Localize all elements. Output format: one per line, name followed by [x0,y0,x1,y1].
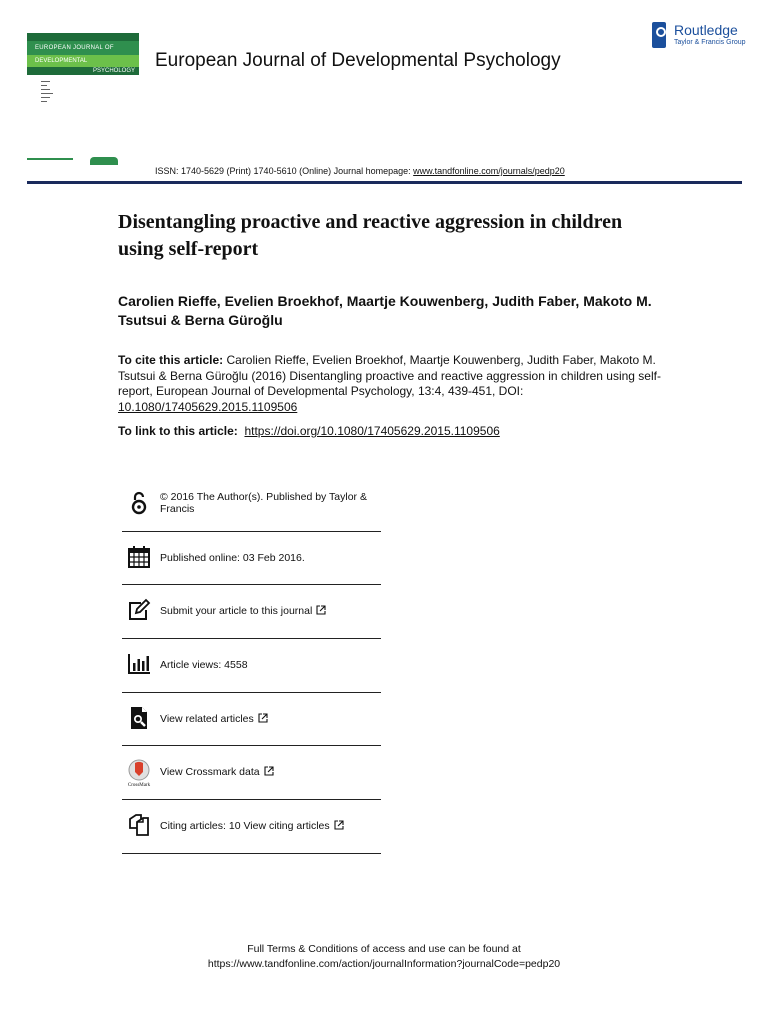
citation-text: Carolien Rieffe, Evelien Broekhof, Maartje Kouwenberg, Judith Faber, Makoto M. Tsutsui & Berna Güroğlu (2016) Disentangling proactive and reactive aggression in children using self-report, European Journal of Developmental Psychology, 13:4, 439-451, DOI: [118,353,661,398]
citing-row[interactable] [122,800,381,854]
citation-doi-link[interactable]: 10.1080/17405629.2015.1109506 [118,399,298,414]
published-row [122,532,381,586]
cover-title-line-3: PSYCHOLOGY [27,67,139,75]
routledge-small-logo [27,148,73,162]
journal-cover-thumbnail [27,33,139,115]
journal-homepage-link[interactable]: www.tandfonline.com/journals/pedp20 [413,166,565,176]
crossmark-row[interactable] [122,746,381,800]
calendar-icon [127,545,151,569]
publisher-subtitle: Taylor & Francis Group [674,39,746,46]
terms-url[interactable]: https://www.tandfonline.com/action/journalInformation?journalCode=pedp20 [207,958,561,970]
article-title: Disentangling proactive and reactive aggression in children using self-report [118,211,623,260]
issn-line [155,166,565,176]
header-rule [27,181,742,184]
view-crossmark-link[interactable]: View Crossmark data [160,766,385,778]
external-link-icon [258,713,268,723]
article-doi-link[interactable]: https://doi.org/10.1080/17405629.2015.1109506 [244,424,500,438]
citation-label: To cite this article: [118,353,224,367]
citation-block [118,353,663,415]
cover-title-line-1: EUROPEAN JOURNAL OF [27,41,139,55]
cover-band-top [27,33,139,41]
open-access-lock-icon [127,491,151,515]
article-link-line [118,424,663,438]
published-date: Published online: 03 Feb 2016. [160,551,305,564]
copyright-text: © 2016 The Author(s). Published by Taylor & Francis [160,491,367,515]
crossmark-icon [127,759,151,787]
cover-title-line-2: DEVELOPMENTAL [27,55,139,67]
view-citing-articles-link[interactable]: Citing articles: 10 View citing articles [160,820,385,832]
external-link-icon [316,605,326,615]
submit-article-link[interactable]: Submit your article to this journal [160,605,385,617]
issn-text: ISSN: 1740-5629 (Print) 1740-5610 (Online) Journal homepage: [155,166,414,176]
document-search-icon [127,706,151,730]
citing-documents-icon [127,813,151,837]
open-access-logo [90,154,120,166]
article-views: Article views: 4558 [160,659,248,672]
view-related-articles-link[interactable]: View related articles [160,713,385,725]
svg-text:CrossMark: CrossMark [127,783,151,788]
cover-editors-block: ▬▬▬ ▬▬ ▬▬▬ ▬▬▬▬ ▬▬▬ ▬▬ [41,79,53,103]
routledge-logo [652,22,752,50]
views-row [122,639,381,693]
routledge-mark-icon [652,22,666,48]
terms-footer [0,942,768,972]
related-row[interactable] [122,693,381,747]
bar-chart-icon [127,652,151,676]
external-link-icon [264,766,274,776]
journal-title: European Journal of Developmental Psychology [155,50,561,71]
publisher-name: Routledge [674,22,738,38]
terms-line: Full Terms & Conditions of access and use can be found at [247,943,521,955]
link-label: To link to this article: [118,424,238,438]
copyright-row [122,478,381,532]
article-authors: Carolien Rieffe, Evelien Broekhof, Maartje Kouwenberg, Judith Faber, Makoto M. Tsutsui & Berna Güroğlu [118,293,652,328]
submit-row[interactable] [122,585,381,639]
article-info-list [122,478,381,854]
external-link-icon [334,820,344,830]
edit-icon [127,598,151,622]
